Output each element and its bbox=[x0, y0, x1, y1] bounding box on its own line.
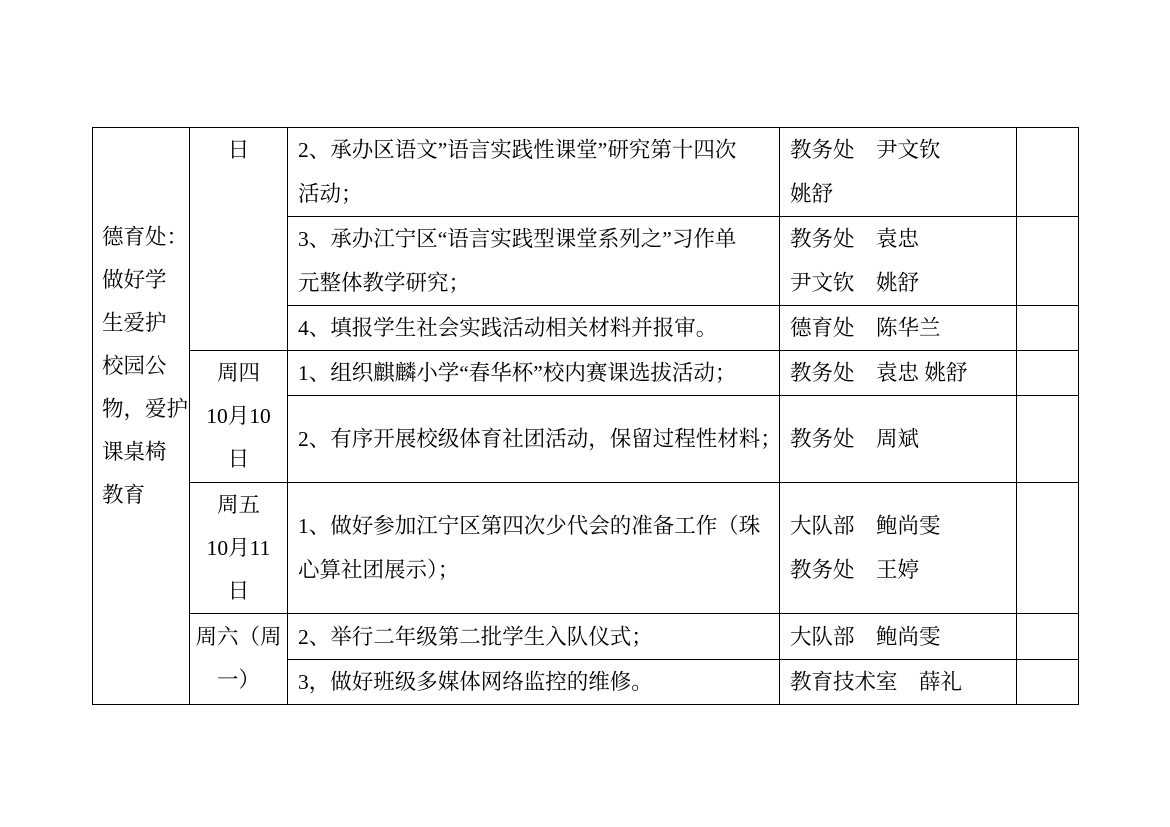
task-line: 2、有序开展校级体育社团活动，保留过程性材料； bbox=[298, 427, 782, 451]
department-line: 教育 bbox=[102, 483, 146, 507]
date-line: 周六（周 bbox=[195, 625, 282, 649]
date-line: 周五 bbox=[216, 492, 260, 517]
note-cell bbox=[1017, 614, 1079, 660]
department-cell bbox=[93, 128, 190, 705]
note-cell bbox=[1017, 306, 1079, 351]
department-line: 校园公 bbox=[102, 354, 167, 378]
date-line: 10月11 bbox=[206, 535, 271, 560]
owner-cell bbox=[780, 660, 1017, 705]
task-cell bbox=[288, 660, 780, 705]
date-line: 日 bbox=[227, 138, 250, 162]
owner-line: 德育处 陈华兰 bbox=[790, 316, 941, 340]
task-line: 2、举行二年级第二批学生入队仪式； bbox=[298, 624, 653, 649]
department-line: 课桌椅 bbox=[102, 440, 167, 464]
department-line: 德育处： bbox=[102, 225, 189, 249]
owner-line: 教务处 王婷 bbox=[790, 558, 920, 582]
owner-line: 教育技术室 薛礼 bbox=[790, 670, 963, 694]
task-cell bbox=[288, 351, 780, 396]
owner-cell bbox=[780, 614, 1017, 660]
owner-cell bbox=[780, 351, 1017, 396]
owner-line: 教务处 周斌 bbox=[790, 427, 920, 451]
note-cell bbox=[1017, 128, 1079, 217]
owner-line: 教务处 袁忠 姚舒 bbox=[790, 361, 968, 385]
note-cell bbox=[1017, 396, 1079, 483]
owner-line: 姚舒 bbox=[790, 182, 834, 206]
department-line: 物，爱护 bbox=[102, 397, 189, 421]
owner-cell bbox=[780, 217, 1017, 306]
task-line: 4、填报学生社会实践活动相关材料并报审。 bbox=[298, 316, 718, 340]
department-line: 生爱护 bbox=[102, 311, 167, 335]
owner-line: 教务处 尹文钦 bbox=[790, 138, 941, 162]
task-line: 3、承办江宁区“语言实践型课堂系列之”习作单 bbox=[298, 227, 737, 251]
date-line: 10月10 bbox=[206, 404, 271, 428]
table-row bbox=[93, 128, 1079, 217]
schedule-table bbox=[92, 127, 1079, 705]
task-cell bbox=[288, 306, 780, 351]
owner-line: 尹文钦 姚舒 bbox=[790, 271, 920, 295]
table-row bbox=[93, 351, 1079, 396]
task-cell bbox=[288, 128, 780, 217]
table-row bbox=[93, 483, 1079, 614]
table-row bbox=[93, 614, 1079, 660]
task-line: 活动； bbox=[298, 182, 363, 206]
date-line: 日 bbox=[227, 578, 250, 603]
task-line: 元整体教学研究； bbox=[298, 271, 471, 295]
note-cell bbox=[1017, 660, 1079, 705]
task-cell bbox=[288, 396, 780, 483]
owner-cell bbox=[780, 396, 1017, 483]
date-line: 日 bbox=[227, 447, 250, 471]
owner-line: 大队部 鲍尚雯 bbox=[790, 624, 941, 649]
date-cell bbox=[190, 483, 288, 614]
owner-cell bbox=[780, 306, 1017, 351]
date-cell bbox=[190, 351, 288, 483]
owner-line: 教务处 袁忠 bbox=[790, 227, 920, 251]
task-line: 心算社团展示）； bbox=[298, 558, 460, 582]
date-cell bbox=[190, 128, 288, 351]
note-cell bbox=[1017, 483, 1079, 614]
task-cell bbox=[288, 614, 780, 660]
task-cell bbox=[288, 483, 780, 614]
task-line: 1、组织麒麟小学“春华杯”校内赛课选拔活动； bbox=[298, 361, 737, 385]
owner-cell bbox=[780, 483, 1017, 614]
department-line: 做好学 bbox=[102, 268, 167, 292]
task-line: 1、做好参加江宁区第四次少代会的准备工作（珠 bbox=[298, 514, 761, 538]
note-cell bbox=[1017, 217, 1079, 306]
date-cell bbox=[190, 614, 288, 705]
date-line: 一） bbox=[216, 668, 260, 692]
task-line: 2、承办区语文”语言实践性课堂”研究第十四次 bbox=[298, 138, 737, 162]
task-line: 3，做好班级多媒体网络监控的维修。 bbox=[298, 670, 653, 694]
note-cell bbox=[1017, 351, 1079, 396]
owner-cell bbox=[780, 128, 1017, 217]
date-line: 周四 bbox=[216, 361, 260, 385]
task-cell bbox=[288, 217, 780, 306]
owner-line: 大队部 鲍尚雯 bbox=[790, 514, 941, 538]
